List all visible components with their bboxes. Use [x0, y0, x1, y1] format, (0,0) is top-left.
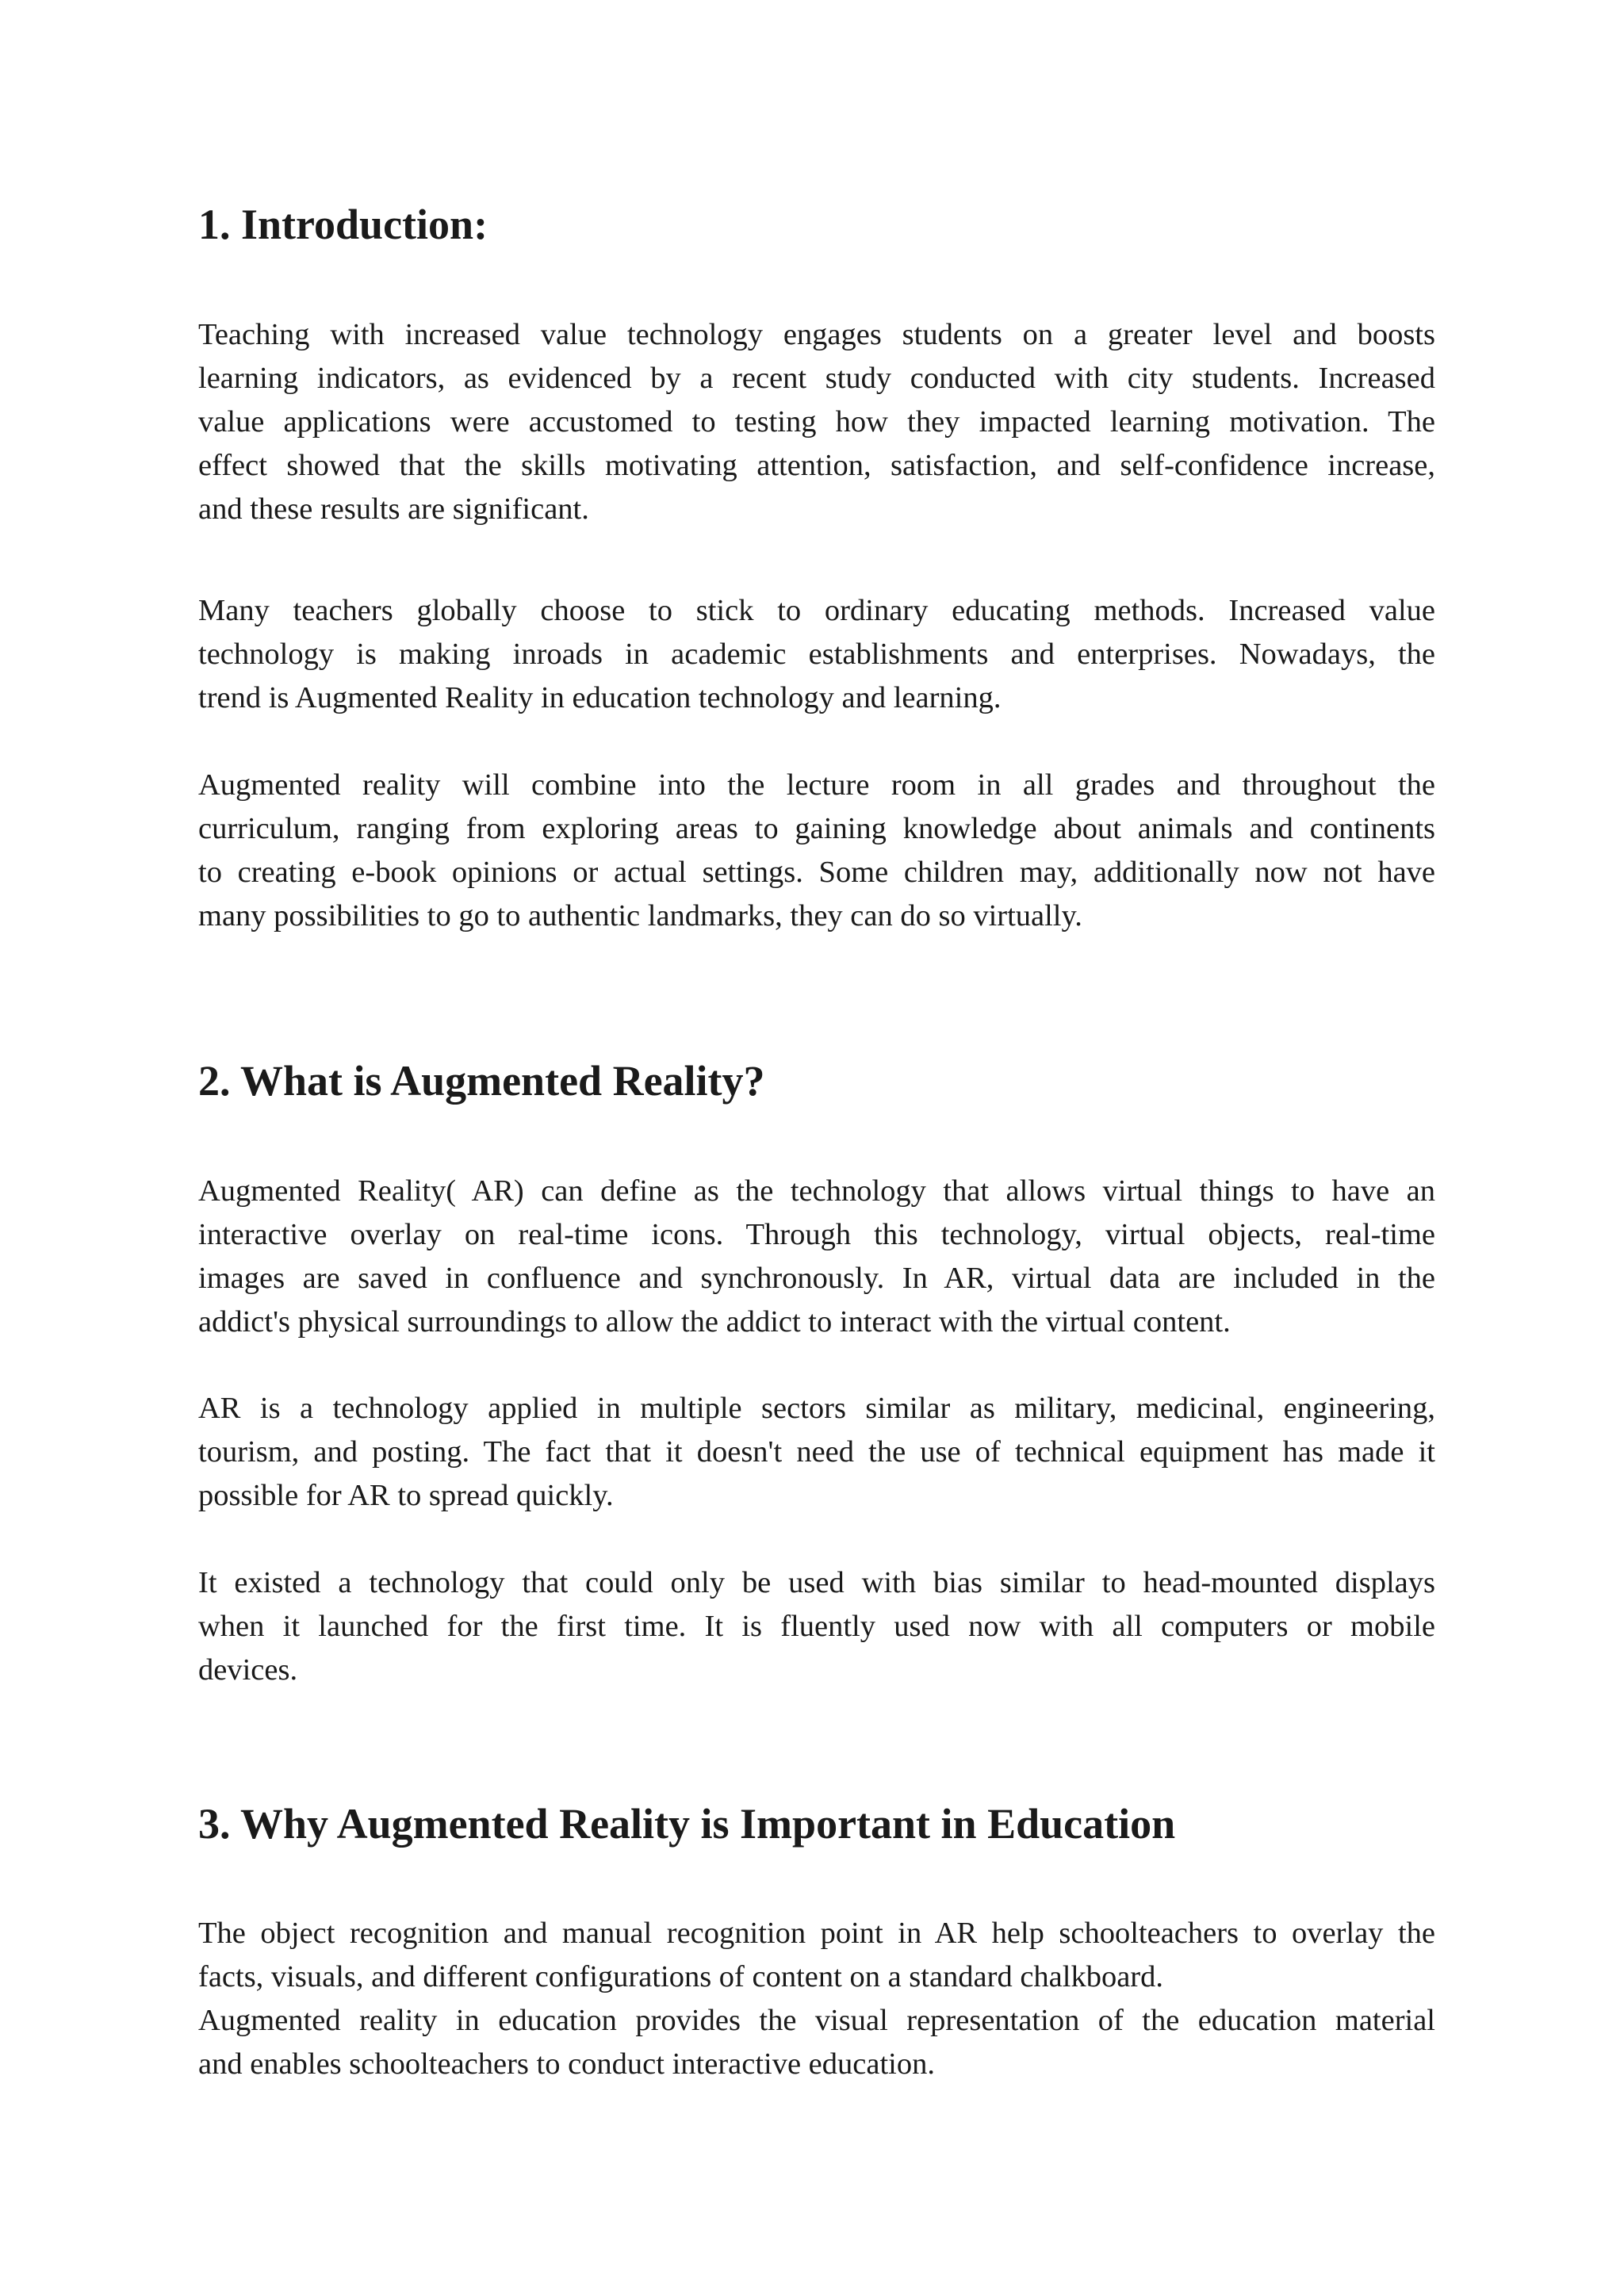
section-heading-what-is-ar: 2. What is Augmented Reality? [198, 1057, 765, 1105]
paragraph-intro-2 [198, 589, 1435, 720]
paragraph-line: Augmented reality in education provides the visual representation of the education material [198, 2004, 1435, 2037]
paragraph-ar-2 [198, 1387, 1435, 1518]
paragraph-line: It existed a technology that could only be used with bias similar to head-mounted displays [198, 1566, 1435, 1599]
paragraph-line: facts, visuals, and different configurations of content on a standard chalkboard. [198, 1960, 1163, 1993]
paragraph-line: when it launched for the first time. It is fluently used now with all computers or mobile [198, 1610, 1435, 1643]
paragraph-line: trend is Augmented Reality in education technology and learning. [198, 681, 1002, 714]
paragraph-line: many possibilities to go to authentic landmarks, they can do so virtually. [198, 899, 1082, 933]
paragraph-line: Augmented Reality( AR) can define as the technology that allows virtual things to have an [198, 1174, 1435, 1208]
paragraph-intro-1 [198, 313, 1435, 531]
paragraph-line: Augmented reality will combine into the lecture room in all grades and throughout the [198, 768, 1435, 802]
paragraph-line: learning indicators, as evidenced by a recent study conducted with city students. Increased [198, 362, 1435, 395]
paragraph-line: Many teachers globally choose to stick to ordinary educating methods. Increased value [198, 594, 1435, 627]
paragraph-line: technology is making inroads in academic establishments and enterprises. Nowadays, the [198, 638, 1435, 671]
paragraph-line: Teaching with increased value technology engages students on a greater level and boosts [198, 318, 1435, 351]
paragraph-why-1 [198, 1912, 1435, 2086]
section-heading-introduction: 1. Introduction: [198, 201, 488, 248]
paragraph-line: possible for AR to spread quickly. [198, 1479, 614, 1512]
paragraph-line: and enables schoolteachers to conduct interactive education. [198, 2047, 935, 2081]
paragraph-line: and these results are significant. [198, 492, 589, 526]
paragraph-line: AR is a technology applied in multiple sectors similar as military, medicinal, engineering, [198, 1392, 1435, 1425]
paragraph-line: devices. [198, 1653, 298, 1687]
paragraph-ar-1 [198, 1170, 1435, 1344]
paragraph-line: value applications were accustomed to testing how they impacted learning motivation. The [198, 405, 1435, 439]
paragraph-line: interactive overlay on real-time icons. Through this technology, virtual objects, real-time [198, 1218, 1435, 1251]
paragraph-line: The object recognition and manual recognition point in AR help schoolteachers to overlay the [198, 1917, 1435, 1950]
paragraph-ar-3 [198, 1561, 1435, 1692]
paragraph-line: addict's physical surroundings to allow the addict to interact with the virtual content. [198, 1305, 1231, 1338]
paragraph-line: effect showed that the skills motivating attention, satisfaction, and self-confidence increase, [198, 449, 1435, 482]
paragraph-line: to creating e-book opinions or actual settings. Some children may, additionally now not have [198, 856, 1435, 889]
paragraph-line: tourism, and posting. The fact that it doesn't need the use of technical equipment has made it [198, 1435, 1435, 1469]
paragraph-line: images are saved in confluence and synchronously. In AR, virtual data are included in the [198, 1262, 1435, 1295]
paragraph-line: curriculum, ranging from exploring areas to gaining knowledge about animals and continents [198, 812, 1435, 845]
paragraph-intro-3 [198, 764, 1435, 938]
section-heading-why-ar-important: 3. Why Augmented Reality is Important in Education [198, 1800, 1176, 1848]
